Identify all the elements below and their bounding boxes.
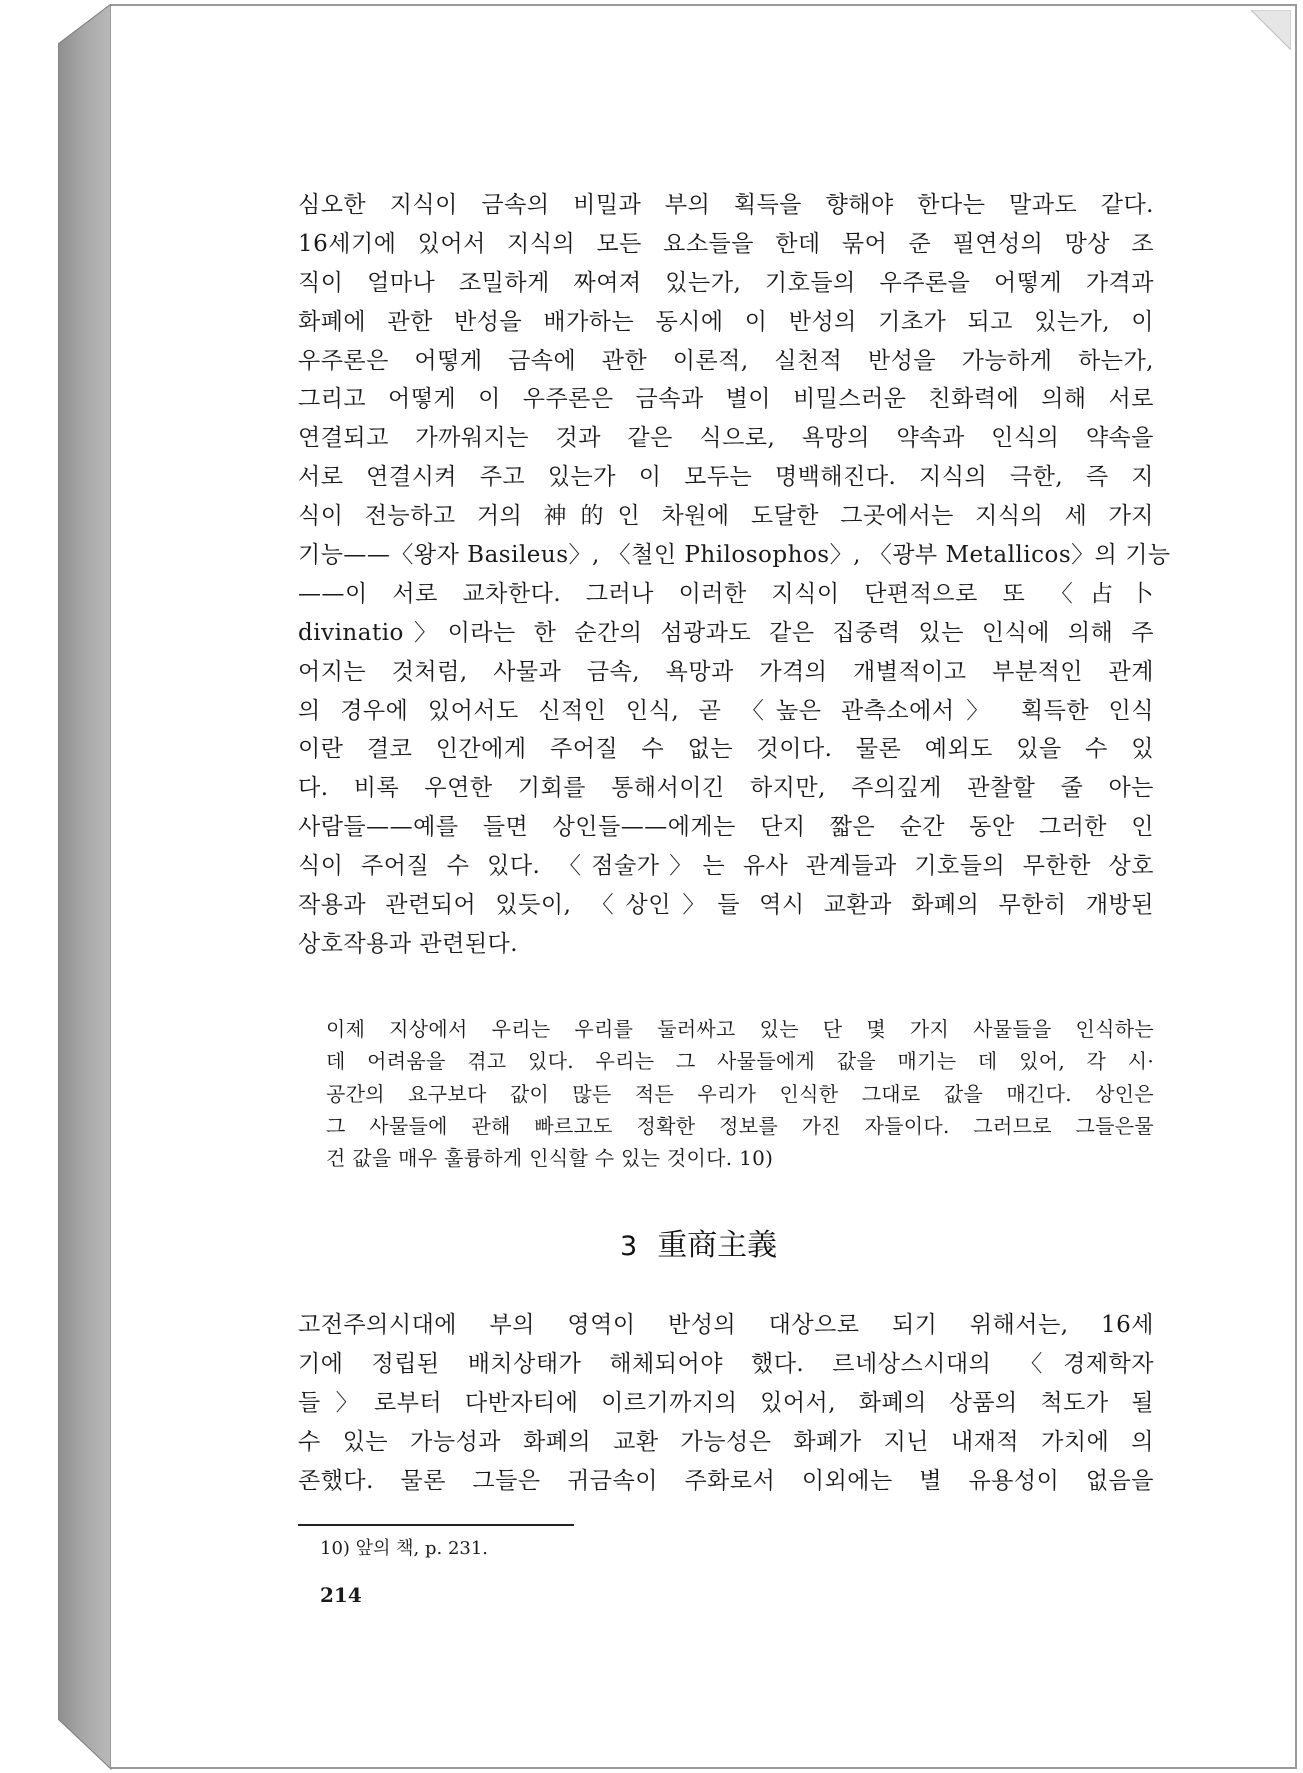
main-line: 그리고 어떻게 이 우주론은 금속과 별이 비밀스러운 친화력에 의해 서로: [298, 386, 1154, 413]
section-line: 고전주의시대에 부의 영역이 반성의 대상으로 되기 위해서는, 16세: [298, 1312, 1154, 1338]
block-quote: [326, 1013, 1154, 1174]
main-line: divinatio〉이라는 한 순간의 섬광과도 같은 집중력 있는 인식에 의해 주: [298, 619, 1154, 646]
main-line: 심오한 지식이 금속의 비밀과 부의 획득을 향해야 한다는 말과도 같다.: [298, 192, 1154, 218]
main-line: 기능——〈왕자 Basileus〉, 〈철인 Philosophos〉, 〈광부 Metallicos〉의 기능: [298, 542, 1171, 569]
main-line: 서로 연결시켜 주고 있는가 이 모두는 명백해진다. 지식의 극한, 즉 지: [298, 464, 1154, 491]
main-line: 식이 주어질 수 있다. 〈점술가〉는 유사 관계들과 기호들의 무한한 상호: [298, 853, 1154, 880]
section-line: 기에 정립된 배치상태가 해체되어야 했다. 르네상스시대의 〈경제학자: [298, 1350, 1154, 1377]
page-number: 214: [320, 1583, 362, 1607]
quote-line: 그 사물들에 관해 빠르고도 정확한 정보를 가진 자들이다. 그러므로 그들은물: [326, 1113, 1154, 1138]
main-line: 사람들——예를 들면 상인들——에게는 단지 짧은 순간 동안 그러한 인: [298, 814, 1154, 841]
quote-line: 이제 지상에서 우리는 우리를 둘러싸고 있는 단 몇 가지 사물들을 인식하는: [326, 1017, 1154, 1041]
main-paragraph: [298, 186, 1171, 964]
main-line: 화폐에 관한 반성을 배가하는 동시에 이 반성의 기초가 되고 있는가, 이: [298, 308, 1154, 335]
main-line: 상호작용과 관련된다.: [298, 930, 519, 957]
main-line: 16세기에 있어서 지식의 모든 요소들을 한데 묶어 준 필연성의 망상 조: [298, 230, 1154, 257]
main-line: 어지는 것처럼, 사물과 금속, 욕망과 가격의 개별적이고 부분적인 관계: [298, 658, 1154, 685]
main-line: 의 경우에 있어서도 신적인 인식, 곧 〈높은 관측소에서〉 획득한 인식: [298, 697, 1154, 724]
page-corner-icon: [1251, 10, 1291, 50]
section-number: 3: [620, 1231, 638, 1262]
footnote-divider: [298, 1524, 574, 1526]
main-line: 작용과 관련되어 있듯이, 〈상인〉들 역시 교환과 화폐의 무한히 개방된: [298, 892, 1154, 919]
quote-line: 공간의 요구보다 값이 많든 적든 우리가 인식한 그대로 값을 매긴다. 상인은: [326, 1081, 1154, 1106]
book-spine-shape: [58, 4, 118, 1773]
section-line: 들〉로부터 다반자티에 이르기까지의 있어서, 화폐의 상품의 척도가 될: [298, 1389, 1154, 1416]
main-line: 이란 결코 인간에게 주어질 수 없는 것이다. 물론 예외도 있을 수 있: [298, 736, 1154, 763]
main-line: ——이 서로 교차한다. 그러나 이러한 지식이 단편적으로 또 〈占卜: [298, 580, 1154, 607]
section-heading: [620, 1220, 777, 1264]
footnote: 10) 앞의 책, p. 231.: [320, 1538, 489, 1559]
quote-line: 데 어려움을 겪고 있다. 우리는 그 사물들에게 값을 매기는 데 있어, 각 시·: [326, 1049, 1154, 1074]
main-line: 직이 얼마나 조밀하게 짜여져 있는가, 기호들의 우주론을 어떻게 가격과: [298, 269, 1154, 296]
quote-line: 건 값을 매우 훌륭하게 인식할 수 있는 것이다. 10): [326, 1146, 774, 1171]
main-line: 우주론은 어떻게 금속에 관한 이론적, 실천적 반성을 가능하게 하는가,: [298, 347, 1154, 374]
main-line: 다. 비록 우연한 기회를 통해서이긴 하지만, 주의깊게 관찰할 줄 아는: [298, 775, 1154, 802]
section-line: 존했다. 물론 그들은 귀금속이 주화로서 이외에는 별 유용성이 없음을: [298, 1467, 1154, 1494]
main-line: 연결되고 가까워지는 것과 같은 식으로, 욕망의 약속과 인식의 약속을: [298, 425, 1154, 452]
section-paragraph: [298, 1306, 1154, 1500]
main-line: 식이 전능하고 거의 神的인 차원에 도달한 그곳에서는 지식의 세 가지: [298, 503, 1154, 530]
section-title: 重商主義: [657, 1228, 778, 1263]
section-line: 수 있는 가능성과 화폐의 교환 가능성은 화폐가 지닌 내재적 가치에 의: [298, 1428, 1154, 1455]
